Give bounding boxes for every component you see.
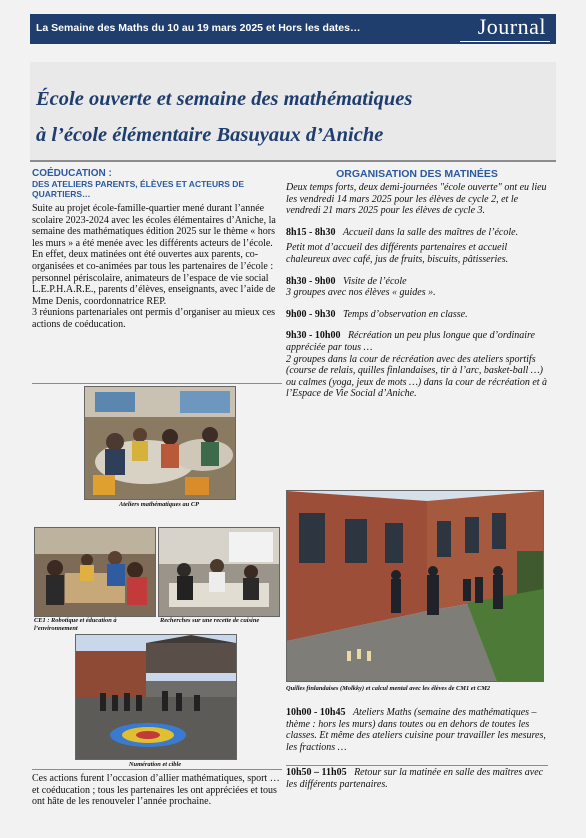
- slot-1-time: 8h15 - 8h30: [286, 226, 336, 238]
- photo-molkky: [286, 490, 544, 682]
- schedule-slot-5: [286, 707, 548, 753]
- left-closing-block: [32, 773, 282, 808]
- slot-4-time: 9h30 - 10h00: [286, 330, 341, 342]
- coeducation-title: COÉDUCATION :: [32, 168, 112, 179]
- photo-target: [75, 634, 237, 760]
- slot-5-time: 10h00 - 10h45: [286, 707, 346, 718]
- slot-2-title: Visite de l’école: [342, 275, 407, 287]
- left-bottom-rule: [32, 769, 282, 770]
- photo-cooking: [158, 527, 280, 617]
- slot-4-detail: 2 groupes dans la cour de récréation avec des ateliers sportifs (course de relais, quilles finlandaises, tir à l’arc, basket-ball …) ou calmes (yoga, jeux de mots …) dans la cour de récréation et à l’Espace de Vie Social d’Aniche.: [286, 353, 548, 400]
- right-bottom-rule: [286, 765, 548, 766]
- title-rule: [30, 160, 556, 162]
- right-column-bottom: [286, 707, 548, 791]
- caption-target: Numération et cible: [128, 761, 182, 768]
- left-paragraph-2: En effet, deux matinées ont été ouvertes aux parents, co-organisées et co-animées par tous les partenaires de l’école : personnel périscolaire, animateurs de l’espace de vie social L.E.P.H.A.R.E., parents d’élèves, enseignants, avec l’aide de Mme Denis, coordonnatrice REP.: [32, 249, 276, 307]
- slot-2-detail: 3 groupes avec nos élèves « guides ».: [286, 287, 436, 299]
- caption-cp-workshop: Ateliers mathématiques au CP: [118, 501, 200, 508]
- schedule-slot-4: [286, 330, 548, 353]
- schedule-slot-1: [286, 227, 548, 239]
- slot-4-title: Récréation un peu plus longue que d’ordinaire appréciée par tous …: [286, 330, 535, 353]
- left-column-rule: [32, 383, 282, 384]
- coeducation-subtitle: DES ATELIERS PARENTS, ÉLÈVES ET ACTEURS DE QUARTIERS…: [32, 179, 245, 199]
- left-paragraph-3: 3 réunions partenariales ont permis d’organiser au mieux ces actions de coéducation.: [32, 307, 276, 330]
- journal-label: Journal: [477, 14, 546, 39]
- slot-1-detail: Petit mot d’accueil des différents partenaires et accueil chaleureux avec café, jus de fruits, biscuits, pâtisseries.: [286, 242, 509, 265]
- article-title: [30, 62, 556, 162]
- photo-robotics: [34, 527, 156, 617]
- slot-3-title: Temps d’observation en classe.: [342, 308, 468, 320]
- journal-underline: [460, 41, 550, 42]
- photo-cp-workshop: [84, 386, 236, 500]
- slot-6-text: Retour sur la matinée en salle des maîtres avec les différents partenaires.: [286, 767, 544, 790]
- left-paragraph-1: Suite au projet école-famille-quartier mené durant l’année scolaire 2023-2024 avec les écoles élémentaires d’Aniche, la semaine des mathématiques édition 2025 sur le thème « hors les murs » a été menée avec les différents acteurs de l’école.: [32, 203, 276, 249]
- issue-line: La Semaine des Maths du 10 au 19 mars 2025 et Hors les dates…: [36, 22, 361, 34]
- schedule-intro: Deux temps forts, deux demi-journées "école ouverte" ont eu lieu les vendredi 14 mars 2025 pour les élèves de cycle 2, et le vendredi 21 mars 2025 pour les élèves de cycle 3.: [286, 182, 547, 217]
- slot-1-title: Accueil dans la salle des maîtres de l’école.: [342, 226, 519, 238]
- slot-2-time: 8h30 - 9h00: [286, 275, 336, 287]
- schedule-slot-2: [286, 276, 548, 288]
- slot-5-text: Ateliers Maths (semaine des mathématiques – thème : hors les murs) dans toutes ou en dehors de toutes les classes. Et même des ateliers cuisine pour travailler les mesures, les fractions …: [286, 707, 546, 753]
- header-bar: [30, 14, 556, 44]
- title-line-2: à l’école élémentaire Basuyaux d’Aniche: [36, 124, 384, 146]
- coeducation-heading: [32, 168, 282, 199]
- left-column: [32, 168, 282, 331]
- right-column-top: [286, 182, 548, 400]
- caption-robotics: CE1 : Robotique et éducation à l’environnement: [34, 617, 117, 632]
- left-closing-paragraph: Ces actions furent l’occasion d’allier mathématiques, sport … et coéducation ; tous les partenaires les ont appréciées et tous ont hâte de les renouveler l’année prochaine.: [32, 773, 280, 808]
- organisation-heading: ORGANISATION DES MATINÉES: [336, 168, 498, 180]
- slot-3-time: 9h00 - 9h30: [286, 308, 336, 320]
- caption-cooking: Recherches sur une recette de cuisine: [160, 617, 260, 624]
- schedule-slot-3: [286, 309, 548, 321]
- caption-molkky: Quilles finlandaises (Molkky) et calcul mental avec les élèves de CM1 et CM2: [286, 685, 491, 692]
- slot-6-time: 10h50 – 11h05: [286, 767, 347, 779]
- schedule-slot-6: [286, 767, 548, 790]
- title-line-1: École ouverte et semaine des mathématiques: [36, 88, 413, 110]
